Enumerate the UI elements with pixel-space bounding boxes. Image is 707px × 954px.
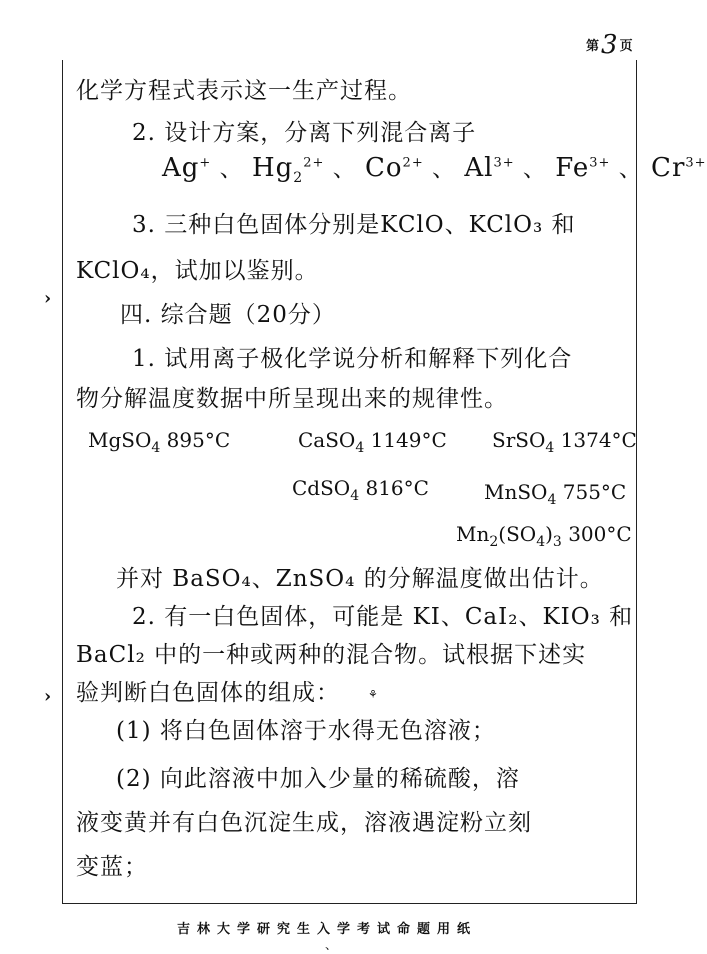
text-line: 1. 试用离子极化学说分析和解释下列化合 [132,346,573,372]
text-line: 并对 BaSO₄、ZnSO₄ 的分解温度做出估计。 [116,566,604,592]
section-heading: 四. 综合题（20分） [120,302,336,328]
text-line: BaCl₂ 中的一种或两种的混合物。试根据下述实 [76,642,587,668]
formula-mgso4: MgSO$_4$ 895°C [88,428,231,456]
ion-co: $Co^{2+}$ [365,153,424,183]
formula-srso4: SrSO$_4$ 1374°C [492,428,637,456]
footer-text: 吉林大学研究生入学考试命题用纸 [176,922,477,937]
text-line: 3. 三种白色固体分别是KClO、KClO₃ 和 [132,212,576,238]
text-line: 化学方程式表示这一生产过程。 [76,78,412,104]
insertion-mark: ⚘ [368,688,378,701]
formula-caso4: CaSO$_4$ 1149°C [298,428,447,456]
left-border [62,60,63,903]
text-line: 变蓝； [76,854,148,880]
text-line: (1) 将白色固体溶于水得无色溶液； [116,718,496,744]
margin-mark: › [44,686,52,707]
ion-al: $Al^{3+}$ [464,153,515,183]
text-line: 2. 设计方案，分离下列混合离子 [132,120,477,146]
text-line: 2. 有一白色固体，可能是 KI、CaI₂、KIO₃ 和 [132,604,634,630]
formula-cdso4: CdSO$_4$ 816°C [292,476,429,504]
footer-dot: 、 [325,938,338,952]
text-line: 物分解温度数据中所呈现出来的规律性。 [76,386,508,412]
text-line: 液变黄并有白色沉淀生成，溶液遇淀粉立刻 [76,810,532,836]
ion-cr: $Cr^{3+}$ [651,153,707,183]
text-line: (2) 向此溶液中加入少量的稀硫酸，溶 [116,766,520,792]
ion-fe: $Fe^{3+}$ [555,153,611,183]
right-border [636,60,637,903]
formula-mnso4: MnSO$_4$ 755°C [484,480,627,508]
formula-mn2so43: $Mn_2(SO_4)_3$ 300°C [456,522,632,550]
ion-hg: $Hg_2^{2+}$ [251,153,325,187]
bottom-border [62,903,637,904]
margin-mark: › [44,288,52,309]
text-line: 验判断白色固体的组成： [76,680,340,706]
text-line: KClO₄，试加以鉴别。 [76,258,319,284]
page-number: 第3 页 [586,30,633,60]
ion-ag: Ag+ [162,153,212,183]
ion-list: Ag+ 、 $Hg_2^{2+}$ 、 $Co^{2+}$ 、 $Al^{3+}$ 、 $Fe^{3+}$ 、 $Cr^{3+}$ [162,153,707,187]
